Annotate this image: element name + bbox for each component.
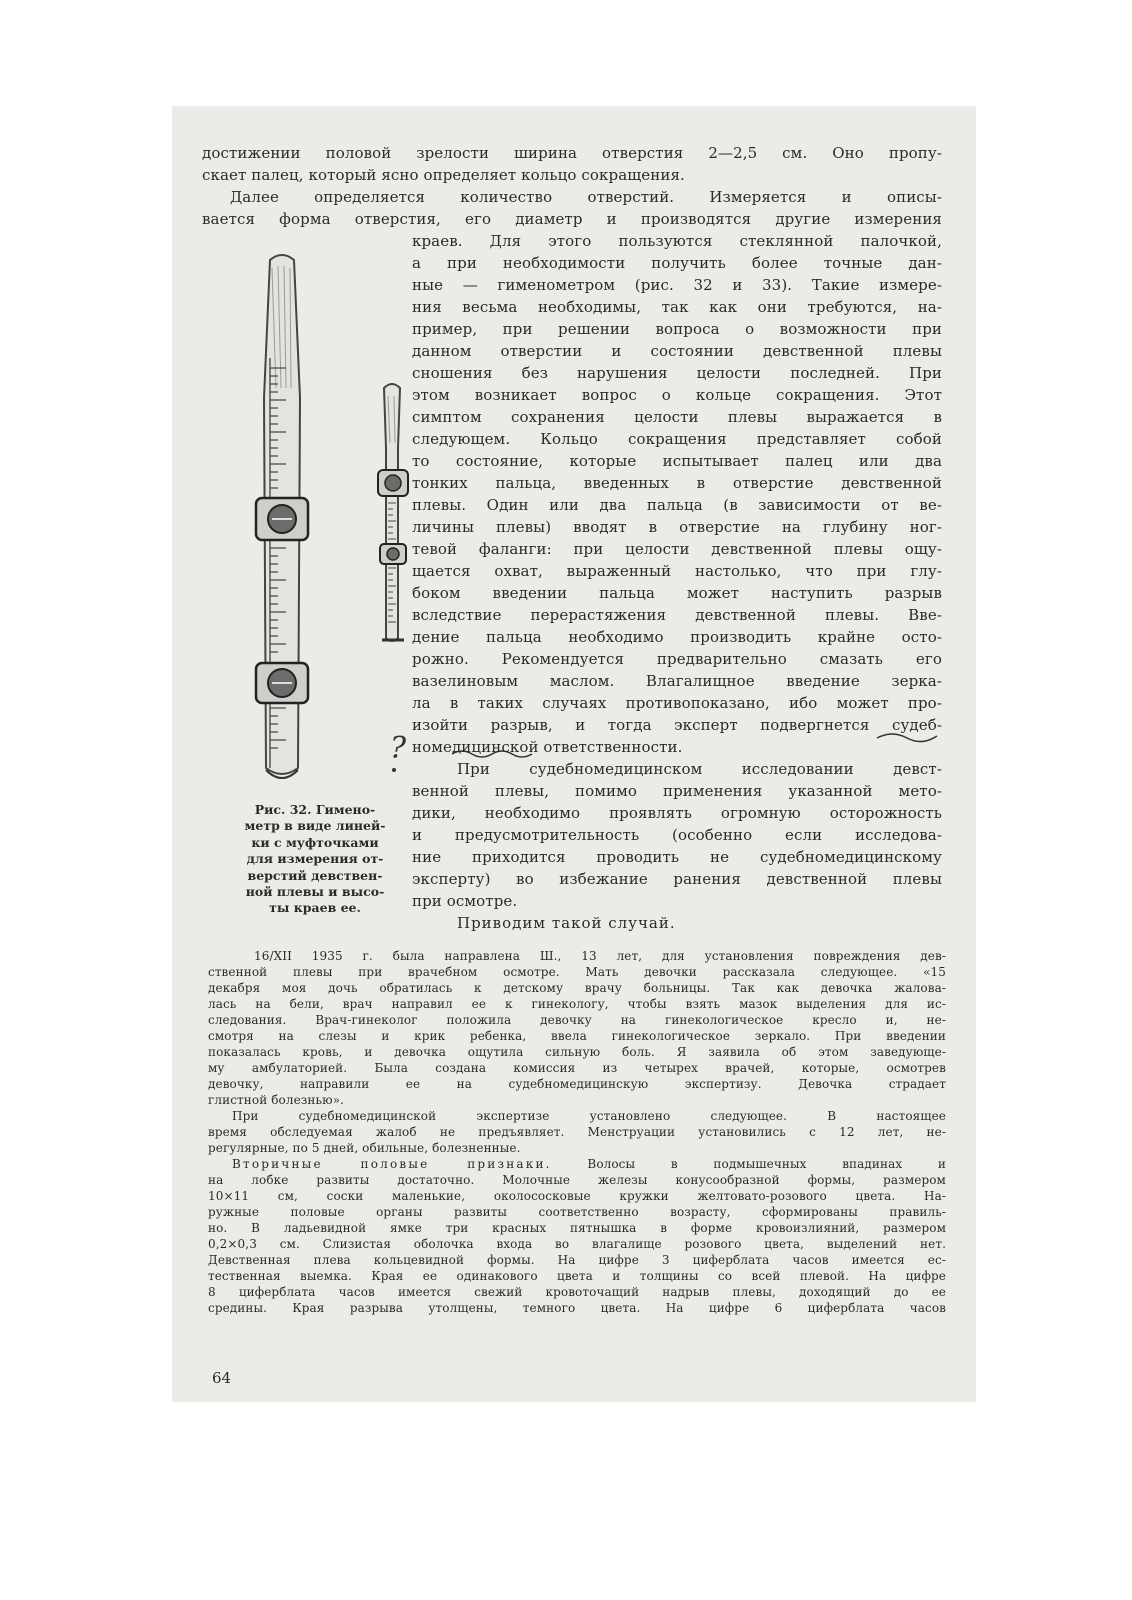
text-line: номедицинской ответственности. — [412, 738, 683, 756]
text-line: тонких пальца, введенных в отверстие девственной — [412, 474, 942, 492]
small-hymenometer — [378, 384, 408, 641]
text-line: краев. Для этого пользуются стеклянной палочкой, — [412, 232, 942, 250]
text-line: достижении половой зрелости ширина отверстия 2—2,5 см. Оно пропу- — [202, 144, 942, 162]
text-line: и предусмотрительность (особенно если исследова- — [412, 826, 942, 844]
text-line: вследствие перерастяжения девственной плевы. Вве- — [412, 606, 942, 624]
text-line — [232, 1156, 946, 1172]
text-line: му амбулаторией. Была создана комиссия из четырех врачей, которые, осмотрев — [208, 1061, 946, 1075]
caption-line: метр в виде линей- — [244, 818, 386, 834]
text-line: вается форма отверстия, его диаметр и производятся другие измерения — [202, 210, 942, 228]
figure-caption — [230, 802, 400, 917]
text-line: декабря моя дочь обратилась к детскому врачу больницы. Так как девочка жалова- — [208, 981, 946, 995]
text-line: средины. Края разрыва утолщены, темного цвета. На цифре 6 циферблата часов — [208, 1301, 946, 1315]
text-line: 0,2×0,3 см. Слизистая оболочка входа во влагалище розового цвета, выделений нет. — [208, 1237, 946, 1251]
text-line: 10×11 см, соски маленькие, околососковые кружки желтовато-розового цвета. На- — [208, 1189, 946, 1203]
caption-line: ки с муфточками — [251, 834, 379, 850]
text-line: следования. Врач-гинеколог положила девочку на гинекологическое кресло и, не- — [208, 1013, 946, 1027]
text-line: пример, при решении вопроса о возможности при — [412, 320, 942, 338]
text-line: этом возникает вопрос о кольце сокращения. Этот — [412, 386, 942, 404]
text-line: ла в таких случаях противопоказано, ибо может про- — [412, 694, 942, 712]
text-line: При судебномедицинской экспертизе установлено следующее. В настоящее — [232, 1109, 946, 1123]
text-line: ние приходится проводить не судебномедицинскому — [412, 848, 942, 866]
text-line: на лобке развиты достаточно. Молочные железы конусообразной формы, размером — [208, 1173, 946, 1187]
text-line: венной плевы, помимо применения указанной мето- — [412, 782, 942, 800]
caption-line: для измерения от- — [246, 851, 384, 867]
section-heading-rest: Волосы в подмышечных впадинах и — [551, 1157, 946, 1171]
text-line: рожно. Рекомендуется предварительно смазать его — [412, 650, 942, 668]
handwritten-question-mark: ? — [390, 731, 407, 766]
text-line: эксперту) во избежание ранения девственной плевы — [412, 870, 942, 888]
caption-line: Рис. 32. Гимено- — [254, 802, 376, 817]
text-line: 16/XII 1935 г. была направлена Ш., 13 лет, для установления повреждения дев- — [254, 949, 946, 963]
text-line: 8 циферблата часов имеется свежий кровоточащий надрыв плевы, доходящий до ее — [208, 1285, 946, 1299]
text-line: смотря на слезы и крик ребенка, ввела гинекологическое зеркало. При введении — [208, 1029, 946, 1043]
text-line: Далее определяется количество отверстий. Измеряется и описы- — [230, 188, 942, 206]
text-line: время обследуемая жалоб не предъявляет. Менструации установились с 12 лет, не- — [208, 1125, 946, 1139]
caption-line: ты краев ее. — [269, 900, 361, 916]
section-heading-spaced: Вторичные половые признаки. — [232, 1157, 552, 1171]
text-line: ные — гименометром (рис. 32 и 33). Такие измере- — [412, 276, 942, 294]
text-line: вазелиновым маслом. Влагалищное введение зерка- — [412, 672, 942, 690]
text-line: ственной плевы при врачебном осмотре. Мать девочки рассказала следующее. «15 — [208, 965, 946, 979]
text-line: данном отверстии и состоянии девственной плевы — [412, 342, 942, 360]
text-line: при осмотре. — [412, 892, 518, 910]
text-line: боком введении пальца может наступить разрыв — [412, 584, 942, 602]
text-line: симптом сохранения целости плевы выражается в — [412, 408, 942, 426]
page-number: 64 — [212, 1369, 232, 1387]
text-line: дение пальца необходимо производить крайне осто- — [412, 628, 942, 646]
caption-line: верстий девствен- — [247, 867, 383, 883]
text-line: тественная выемка. Края ее одинакового цвета и толщины со всей плевой. На цифре — [208, 1269, 946, 1283]
text-line: регулярные, по 5 дней, обильные, болезненные. — [208, 1141, 521, 1155]
text-line: следующем. Кольцо сокращения представляет собой — [412, 430, 942, 448]
text-line: тевой фаланги: при целости девственной плевы ощу- — [412, 540, 942, 558]
text-line: то состояние, которые испытывает палец или два — [412, 452, 942, 470]
text-line: девочку, направили ее на судебномедицинскую экспертизу. Девочка страдает — [208, 1077, 946, 1091]
text-line: При судебномедицинском исследовании девст- — [457, 760, 942, 778]
large-hymenometer — [256, 255, 308, 778]
text-line: ружные половые органы развиты соответственно возрасту, сформированы правиль- — [208, 1205, 946, 1219]
text-line: ния весьма необходимы, так как они требуются, на- — [412, 298, 942, 316]
text-line: а при необходимости получить более точные дан- — [412, 254, 942, 272]
text-line: изойти разрыв, и тогда эксперт подвергнется судеб- — [412, 716, 942, 734]
scanned-page — [172, 106, 976, 1402]
text-line: плевы. Один или два пальца (в зависимости от ве- — [412, 496, 942, 514]
text-line: дики, необходимо проявлять огромную осторожность — [412, 804, 942, 822]
text-line: щается охват, выраженный настолько, что при глу- — [412, 562, 942, 580]
text-line: скает палец, который ясно определяет кольцо сокращения. — [202, 166, 685, 184]
hymenometer-illustration — [212, 248, 412, 793]
text-line: показалась кровь, и девочка ощутила сильную боль. Я заявила об этом заведующе- — [208, 1045, 946, 1059]
text-line: но. В ладьевидной ямке три красных пятнышка в форме кровоизлияний, размером — [208, 1221, 946, 1235]
text-line: лась на бели, врач направил ее к гинекологу, чтобы взять мазок выделения для ис- — [208, 997, 946, 1011]
caption-line: ной плевы и высо- — [245, 884, 385, 900]
text-line: глистной болезнью». — [208, 1093, 345, 1107]
text-line: личины плевы) вводят в отверстие на глубину ног- — [412, 518, 942, 536]
text-line: Девственная плева кольцевидной формы. На цифре 3 циферблата часов имеется ес- — [208, 1253, 946, 1267]
text-line: сношения без нарушения целости последней. При — [412, 364, 942, 382]
text-line: Приводим такой случай. — [457, 914, 676, 932]
